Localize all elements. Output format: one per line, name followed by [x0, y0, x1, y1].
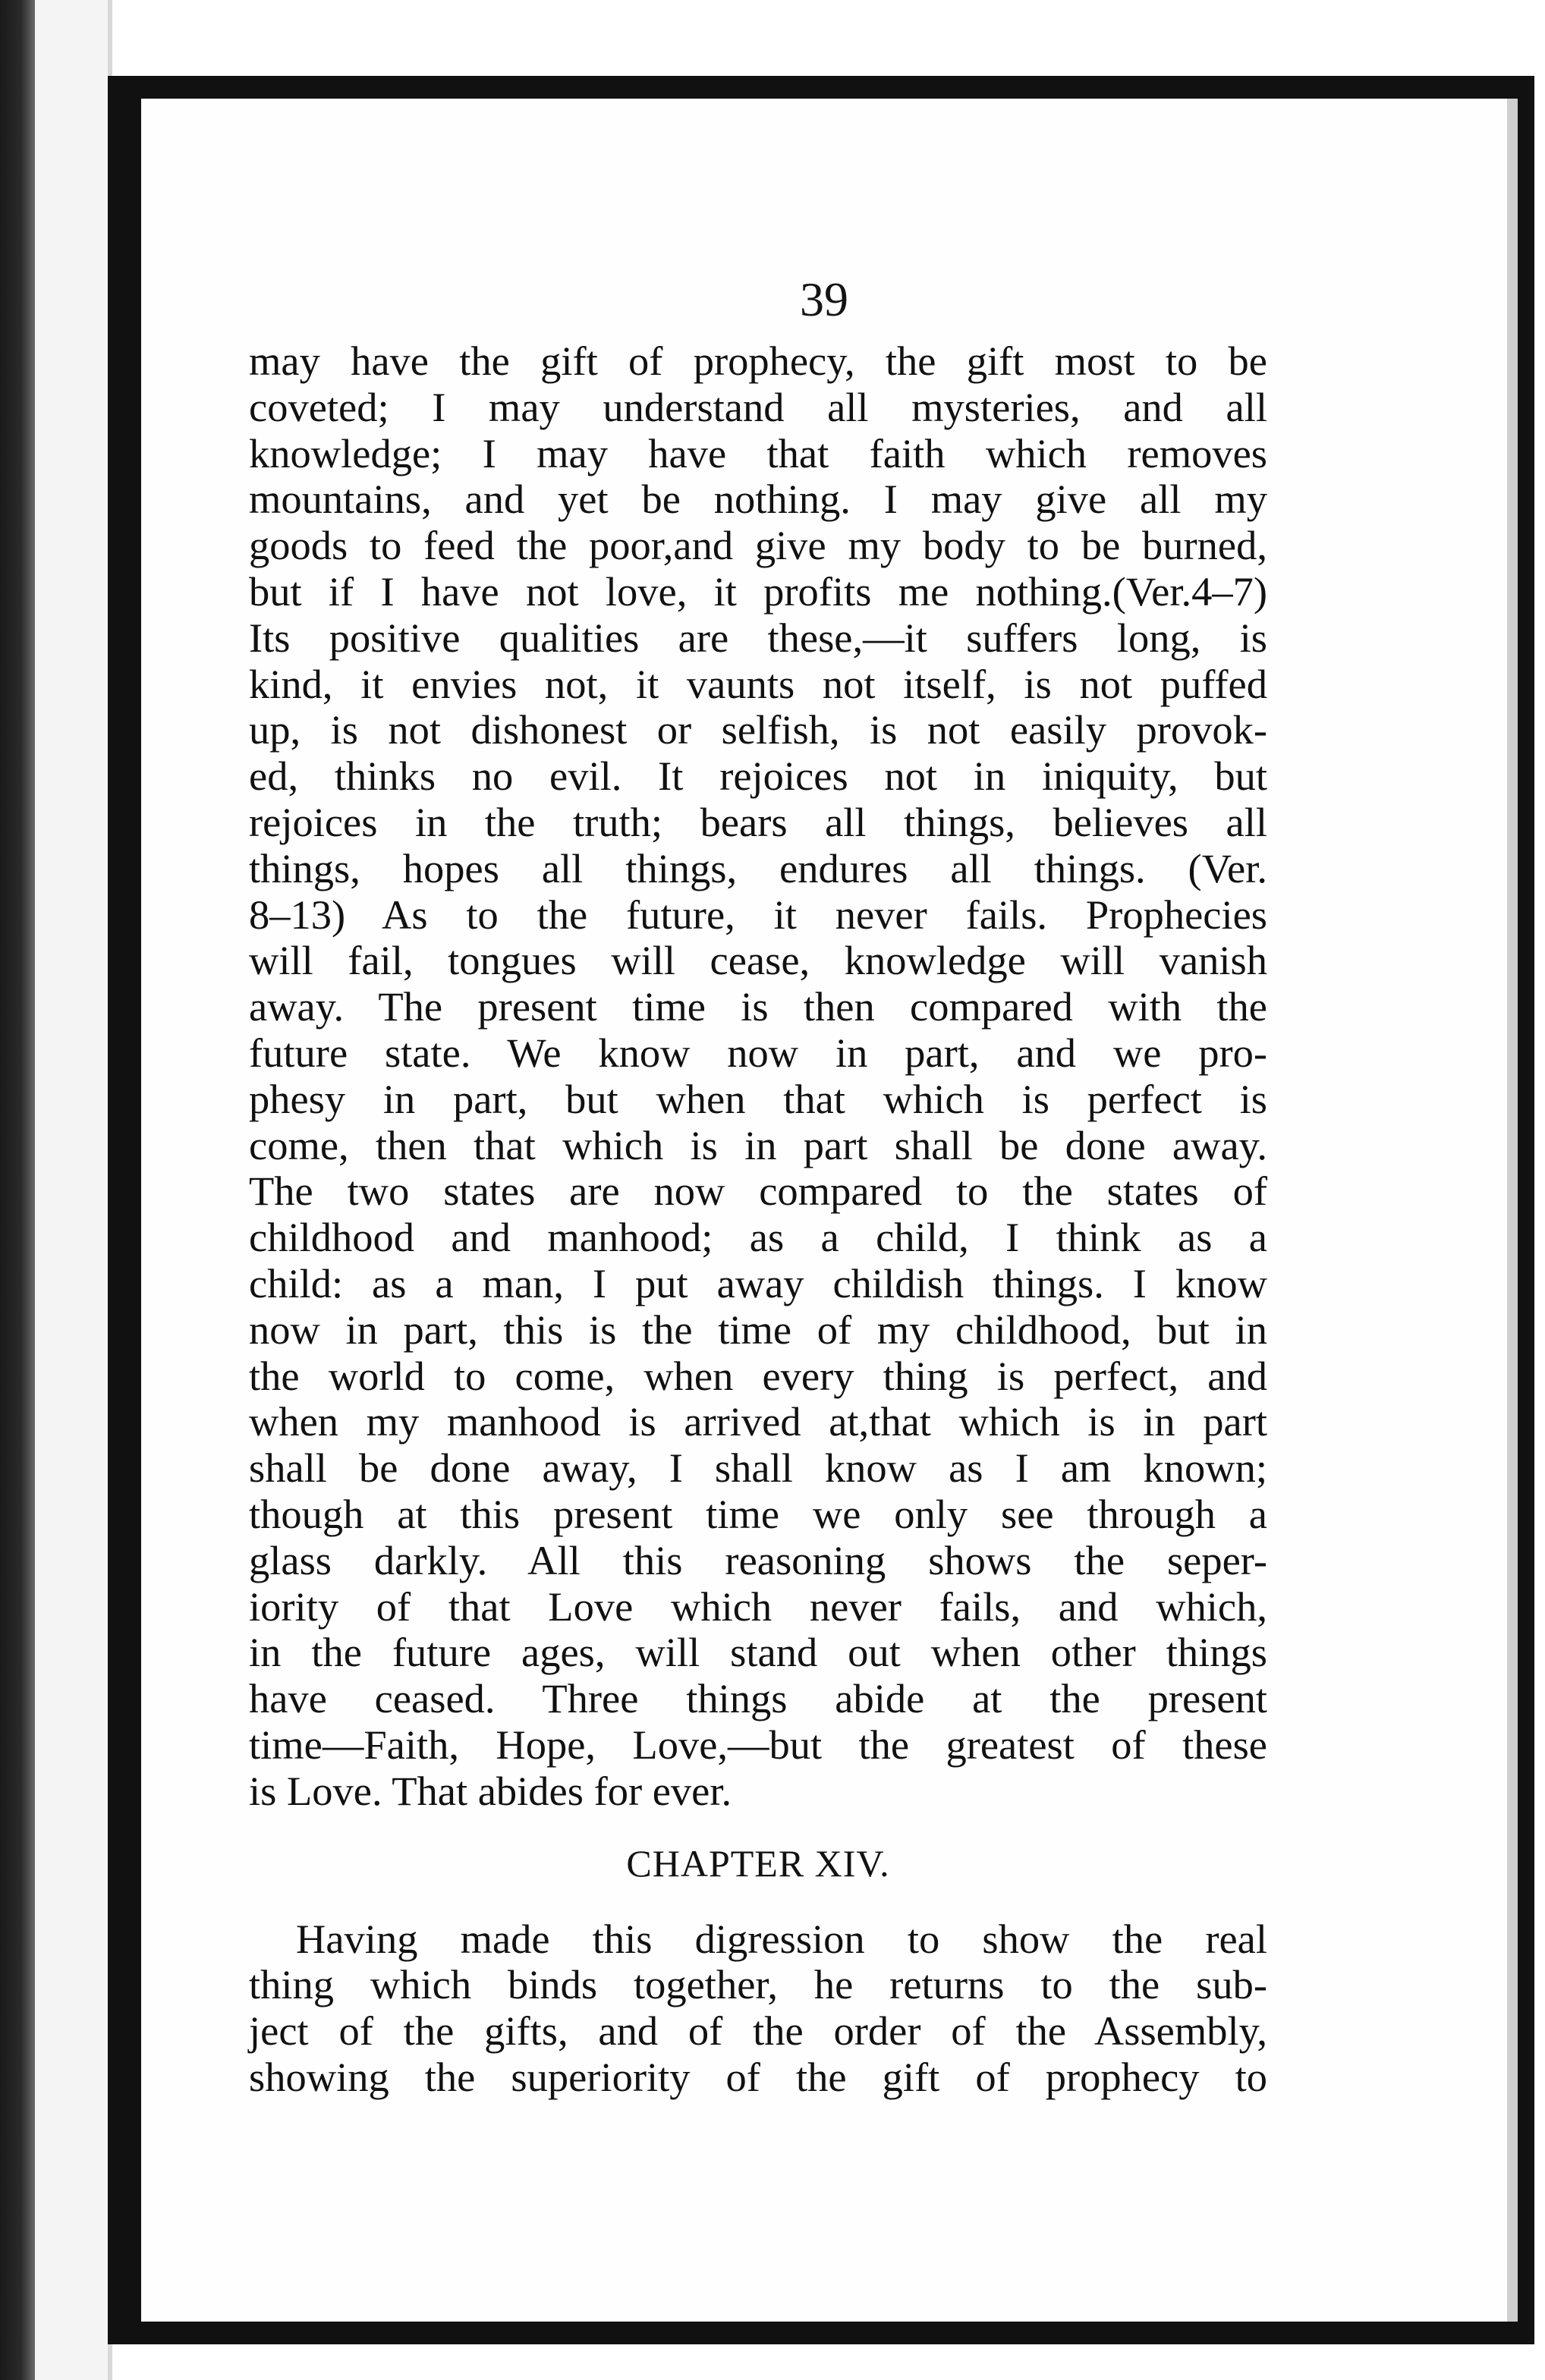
text-line: child: as a man, I put away childish things. I know: [249, 1259, 1267, 1306]
facing-page-edge: [35, 0, 112, 2380]
text-line: coveted; I may understand all mysteries, and all: [249, 383, 1267, 430]
text-line: knowledge; I may have that faith which removes: [249, 429, 1267, 476]
paragraph: [249, 338, 1267, 1815]
text-line: shall be done away, I shall know as I am known;: [249, 1445, 1267, 1492]
text-line: up, is not dishonest or selfish, is not easily provok-: [249, 706, 1267, 753]
book-page: [141, 99, 1518, 2322]
page-number: 39: [800, 272, 848, 326]
text-line: have ceased. Three things abide at the present: [249, 1675, 1267, 1722]
text-line: The two states are now compared to the states of: [249, 1168, 1267, 1215]
text-line: the world to come, when every thing is perfect, and: [249, 1352, 1267, 1399]
text-line: childhood and manhood; as a child, I think as a: [249, 1214, 1267, 1261]
text-line: phesy in part, but when that which is perfect is: [249, 1075, 1267, 1122]
text-line: glass darkly. All this reasoning shows the seper-: [249, 1536, 1267, 1583]
text-line: showing the superiority of the gift of prophecy to: [249, 2053, 1267, 2100]
text-line: may have the gift of prophecy, the gift most to be: [249, 338, 1267, 384]
text-line: iority of that Love which never fails, and which,: [249, 1583, 1267, 1630]
chapter-heading: CHAPTER XIV.: [626, 1841, 890, 1885]
text-line: mountains, and yet be nothing. I may give all my: [249, 476, 1267, 523]
text-line: when my manhood is arrived at,that which is in part: [249, 1398, 1267, 1445]
text-line: ject of the gifts, and of the order of the Assembly,: [249, 2007, 1267, 2055]
text-line: ed, thinks no evil. It rejoices not in iniquity, but: [249, 753, 1267, 800]
text-line: things, hopes all things, endures all things. (Ver.: [249, 844, 1267, 891]
binding-shadow: [0, 0, 35, 2380]
paragraph: [249, 1916, 1267, 2101]
text-line: though at this present time we only see through a: [249, 1490, 1267, 1537]
text-line: rejoices in the truth; bears all things, believes all: [249, 798, 1267, 845]
text-line: time—Faith, Hope, Love,—but the greatest of these: [249, 1721, 1267, 1768]
text-line: is Love. That abides for ever.: [249, 1767, 732, 1814]
text-line: Having made this digression to show the real: [296, 1915, 1267, 1962]
text-line: in the future ages, will stand out when other things: [249, 1629, 1267, 1676]
text-line: come, then that which is in part shall be done away.: [249, 1121, 1267, 1168]
text-line: thing which binds together, he returns to the sub-: [249, 1961, 1267, 2008]
text-line: but if I have not love, it profits me nothing.(Ver.4–7): [249, 567, 1267, 615]
text-line: away. The present time is then compared with the: [249, 983, 1267, 1030]
text-line: future state. We know now in part, and we pro-: [249, 1029, 1267, 1076]
text-line: will fail, tongues will cease, knowledge will vanish: [249, 937, 1267, 984]
text-line: 8–13) As to the future, it never fails. Prophecies: [249, 891, 1267, 938]
text-line: Its positive qualities are these,—it suffers long, is: [249, 614, 1267, 661]
text-line: kind, it envies not, it vaunts not itself, is not puffed: [249, 660, 1267, 707]
text-line: goods to feed the poor,and give my body to be burned,: [249, 522, 1267, 569]
text-line: now in part, this is the time of my childhood, but in: [249, 1306, 1267, 1353]
body-text: [249, 338, 1267, 2101]
